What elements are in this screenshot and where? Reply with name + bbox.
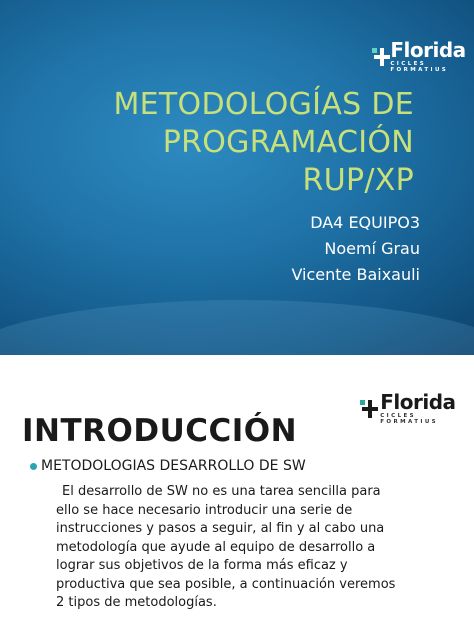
subtitle-line: Vicente Baixauli xyxy=(291,265,420,284)
title-line: PROGRAMACIÓN xyxy=(162,125,414,160)
bullet-dot-icon xyxy=(30,463,37,470)
slide-title xyxy=(74,86,414,200)
logo-name: Florida xyxy=(390,38,466,62)
body-line: metodología que ayude al equipo de desarrollo a xyxy=(56,539,376,555)
florida-logo xyxy=(360,392,474,425)
body-paragraph xyxy=(56,483,451,613)
introduction-slide xyxy=(0,361,474,632)
body-line: 2 tipos de metodologías. xyxy=(56,595,217,610)
title-line: RUP/XP xyxy=(302,163,414,198)
florida-cross-icon xyxy=(360,400,377,418)
bullet-item xyxy=(30,458,306,474)
bullet-text: METODOLOGIAS DESARROLLO DE SW xyxy=(41,458,306,474)
body-line: El desarrollo de SW no es una tarea sencilla para xyxy=(62,484,381,499)
section-heading: INTRODUCCIÓN xyxy=(22,413,298,449)
florida-logo xyxy=(372,40,474,73)
background-swoosh xyxy=(0,300,474,355)
title-line: METODOLOGÍAS DE xyxy=(113,87,414,122)
body-line: productiva que sea posible, a continuación veremos xyxy=(56,576,396,592)
body-line: lograr sus objetivos de la forma más eficaz y xyxy=(56,558,348,573)
subtitle-line: DA4 EQUIPO3 xyxy=(310,213,420,232)
logo-subtitle: CICLES FORMATIUS xyxy=(390,61,449,73)
florida-cross-icon xyxy=(372,48,387,66)
logo-name: Florida xyxy=(380,390,456,414)
body-line: ello se hace necesario introducir una serie de xyxy=(56,502,353,518)
logo-subtitle: CICLES FORMATIUS xyxy=(380,413,439,425)
body-line: instrucciones y pasos a seguir, al fin y al cabo una xyxy=(56,521,385,536)
subtitle-line: Noemí Grau xyxy=(324,239,420,258)
slide-subtitle xyxy=(160,210,420,288)
